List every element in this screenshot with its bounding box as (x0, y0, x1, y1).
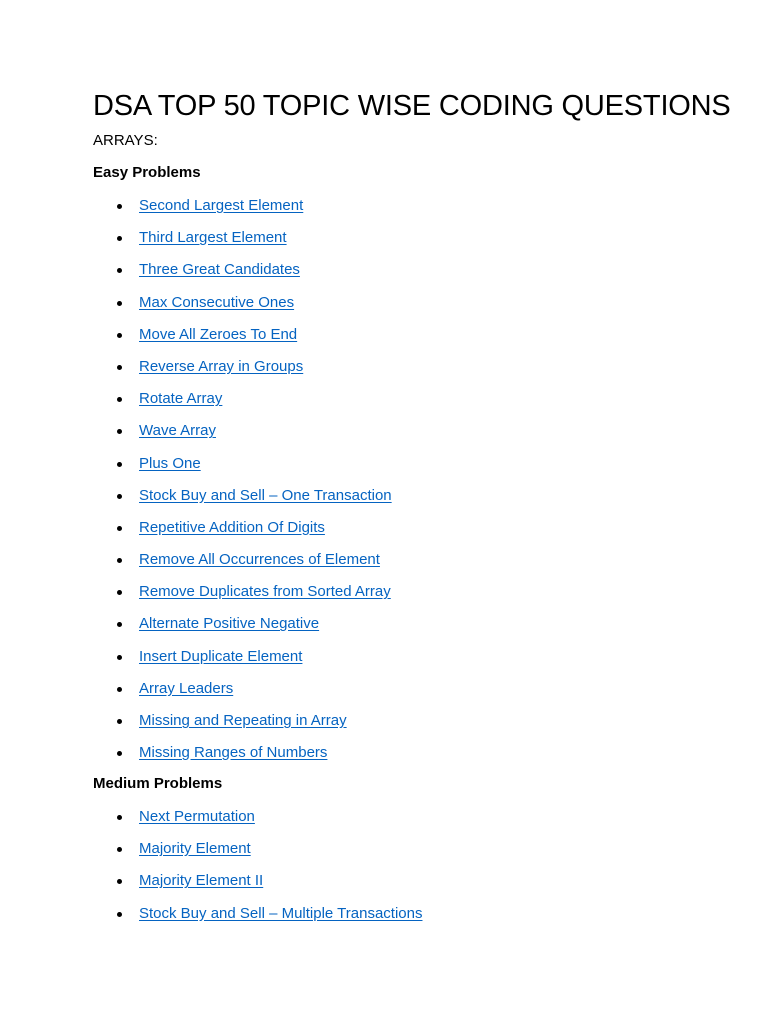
list-item (0, 388, 600, 420)
bullet-icon (117, 622, 122, 627)
bullet-icon (117, 397, 122, 402)
bullet-icon (117, 751, 122, 756)
bullet-icon (117, 847, 122, 852)
bullet-icon (117, 558, 122, 563)
section-label-arrays: ARRAYS: (93, 132, 158, 149)
problem-link-third-largest-element[interactable]: Third Largest Element (139, 229, 287, 247)
bullet-icon (117, 236, 122, 241)
bullet-icon (117, 268, 122, 273)
problem-link-second-largest-element[interactable]: Second Largest Element (139, 197, 304, 214)
list-item (0, 485, 600, 517)
problem-link-move-all-zeroes-to-end[interactable]: Move All Zeroes To End (139, 325, 298, 343)
list-item (0, 517, 600, 549)
problem-link-next-permutation[interactable]: Next Permutation (139, 808, 255, 825)
easy-problems-heading: Easy Problems (93, 164, 201, 181)
problem-link-three-great-candidates[interactable]: Three Great Candidates (139, 261, 300, 279)
medium-problems-heading: Medium Problems (93, 775, 223, 792)
bullet-icon (117, 204, 122, 209)
document-title: DSA TOP 50 TOPIC WISE CODING QUESTIONS (93, 90, 731, 122)
bullet-icon (117, 655, 122, 660)
bullet-icon (117, 719, 122, 724)
list-item (0, 870, 600, 902)
list-item (0, 646, 600, 678)
list-item (0, 292, 600, 324)
bullet-icon (117, 912, 122, 917)
problem-link-max-consecutive-ones[interactable]: Max Consecutive Ones (139, 293, 295, 311)
problem-link-majority-element-ii[interactable]: Majority Element II (139, 872, 264, 890)
list-item (0, 678, 600, 710)
bullet-icon (117, 429, 122, 434)
list-item (0, 806, 600, 838)
easy-problems-list (0, 195, 600, 774)
problem-link-rotate-array[interactable]: Rotate Array (139, 390, 223, 408)
problem-link-remove-duplicates-from-sorted-array[interactable]: Remove Duplicates from Sorted Array (139, 583, 391, 601)
bullet-icon (117, 494, 122, 499)
bullet-icon (117, 333, 122, 338)
bullet-icon (117, 590, 122, 595)
list-item (0, 453, 600, 485)
list-item (0, 903, 600, 935)
list-item (0, 710, 600, 742)
list-item (0, 420, 600, 452)
problem-link-wave-array[interactable]: Wave Array (139, 422, 216, 440)
list-item (0, 195, 600, 227)
problem-link-majority-element[interactable]: Majority Element (139, 840, 251, 858)
problem-link-array-leaders[interactable]: Array Leaders (139, 679, 234, 697)
list-item (0, 581, 600, 613)
problem-link-stock-buy-and-sell-one-transaction[interactable]: Stock Buy and Sell – One Transaction (139, 486, 392, 504)
problem-link-missing-and-repeating-in-array[interactable]: Missing and Repeating in Array (139, 712, 347, 729)
bullet-icon (117, 365, 122, 370)
bullet-icon (117, 687, 122, 692)
list-item (0, 742, 600, 774)
bullet-icon (117, 879, 122, 884)
problem-link-plus-one[interactable]: Plus One (139, 454, 201, 472)
problem-link-missing-ranges-of-numbers[interactable]: Missing Ranges of Numbers (139, 744, 328, 762)
problem-link-stock-buy-and-sell-multiple-transactions[interactable]: Stock Buy and Sell – Multiple Transactions (139, 904, 423, 922)
list-item (0, 259, 600, 291)
medium-problems-list (0, 806, 600, 935)
list-item (0, 356, 600, 388)
list-item (0, 549, 600, 581)
problem-link-repetitive-addition-of-digits[interactable]: Repetitive Addition Of Digits (139, 518, 325, 536)
problem-link-remove-all-occurrences-of-element[interactable]: Remove All Occurrences of Element (139, 551, 380, 569)
bullet-icon (117, 301, 122, 306)
bullet-icon (117, 462, 122, 467)
list-item (0, 227, 600, 259)
list-item (0, 613, 600, 645)
problem-link-reverse-array-in-groups[interactable]: Reverse Array in Groups (139, 357, 304, 375)
list-item (0, 838, 600, 870)
bullet-icon (117, 526, 122, 531)
problem-link-alternate-positive-negative[interactable]: Alternate Positive Negative (139, 615, 320, 633)
bullet-icon (117, 815, 122, 820)
list-item (0, 324, 600, 356)
problem-link-insert-duplicate-element[interactable]: Insert Duplicate Element (139, 647, 303, 665)
